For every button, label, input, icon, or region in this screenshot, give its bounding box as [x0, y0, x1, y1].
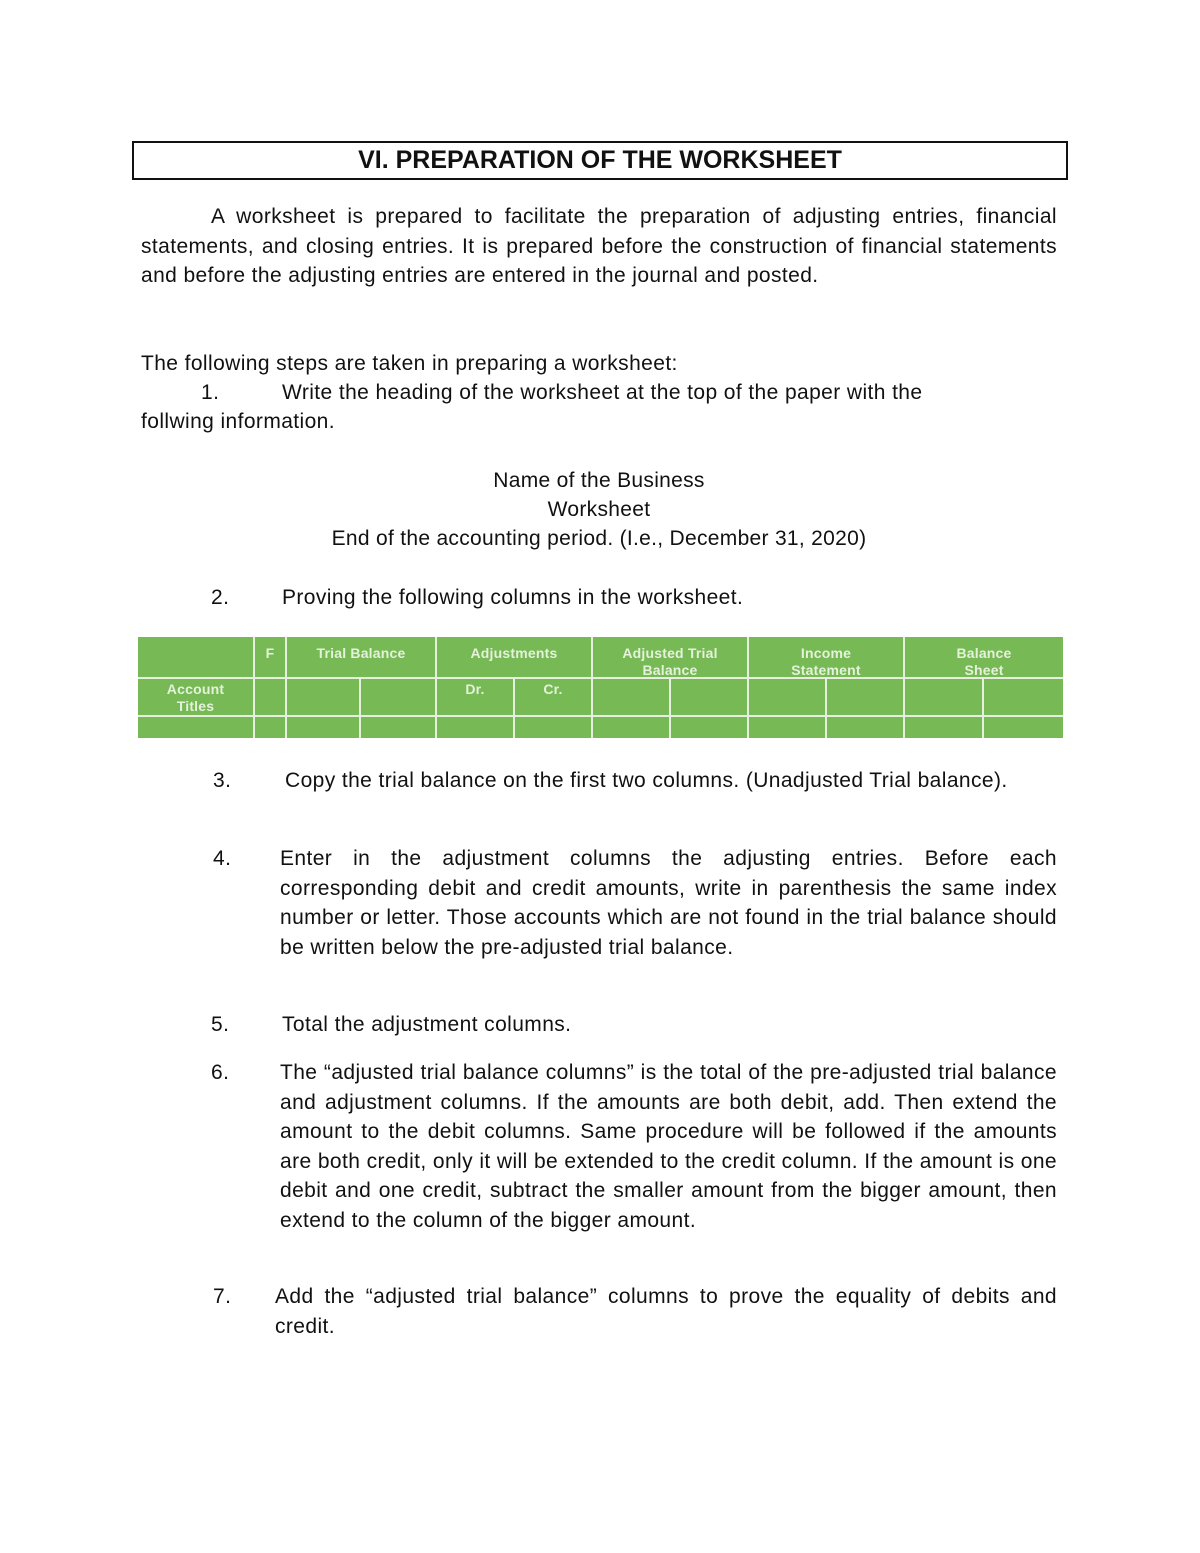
step-text: Enter in the adjustment columns the adjusting entries. Before each corresponding debit and credit amounts, write in parenthesis the same index number or letter. Those accounts which are not found in the trial balance should be written below the pre-adjusted trial balance.: [280, 847, 1057, 959]
step-1-continued: follwing information.: [141, 410, 335, 433]
step-number: 2.: [211, 586, 230, 609]
header-f: F: [265, 645, 275, 661]
worksheet-columns-table: [138, 637, 1063, 738]
header-line: Account: [166, 681, 225, 697]
header-line: Statement: [791, 662, 861, 678]
header-income-statement: [749, 645, 903, 679]
header-adjustments-cr: Cr.: [543, 681, 563, 697]
header-line: Adjusted Trial: [622, 645, 718, 661]
header-balance-sheet: [905, 645, 1063, 679]
step-number: 4.: [213, 847, 232, 870]
header-line: Sheet: [964, 662, 1004, 678]
step-number: 6.: [211, 1061, 230, 1084]
table-col-divider: [825, 677, 827, 738]
header-line: Titles: [176, 698, 215, 714]
steps-lead: The following steps are taken in preparing a worksheet:: [141, 352, 678, 375]
section-title: VI. PREPARATION OF THE WORKSHEET: [132, 141, 1068, 180]
step-text: Proving the following columns in the worksheet.: [282, 586, 744, 609]
step-text: Total the adjustment columns.: [282, 1013, 572, 1036]
step-text-first: Write the heading of the worksheet at the top of the paper with the: [282, 381, 923, 404]
header-adjusted-trial-balance: [593, 645, 747, 679]
step-number: 7.: [213, 1285, 232, 1308]
heading-line-period: End of the accounting period. (I.e., December 31, 2020): [331, 527, 867, 550]
table-row-divider: [138, 715, 1063, 717]
header-adjustments: Adjustments: [470, 645, 558, 661]
heading-line-worksheet: Worksheet: [547, 498, 651, 521]
heading-example: [141, 466, 1057, 553]
header-adjustments-dr: Dr.: [465, 681, 485, 697]
header-trial-balance: Trial Balance: [316, 645, 406, 661]
header-line: Income: [800, 645, 852, 661]
intro-paragraph: A worksheet is prepared to facilitate the preparation of adjusting entries, financial statements, and closing entries. It is prepared before the construction of financial statements and before the adjusting entries are entered in the journal and posted.: [141, 205, 1057, 287]
step-text: The “adjusted trial balance columns” is the total of the pre-adjusted trial balance and adjustment columns. If the amounts are both debit, add. Then extend the amount to the debit columns. Same procedure will be followed if the amounts are both credit, only it will be extended to the credit column. If the amount is one debit and one credit, subtract the smaller amount from the bigger amount, then extend to the column of the bigger amount.: [280, 1061, 1057, 1232]
table-col-divider: [669, 677, 671, 738]
header-account-titles: [138, 681, 253, 715]
step-text: Copy the trial balance on the first two columns. (Unadjusted Trial balance).: [285, 769, 1008, 792]
step-number: 5.: [211, 1013, 230, 1036]
heading-line-business-name: Name of the Business: [493, 469, 705, 492]
header-line: Balance: [642, 662, 698, 678]
step-number: 1.: [201, 381, 220, 404]
step-text: Add the “adjusted trial balance” columns to prove the equality of debits and credit.: [275, 1285, 1057, 1338]
header-line: Balance: [956, 645, 1012, 661]
table-col-divider: [982, 677, 984, 738]
table-col-divider: [359, 677, 361, 738]
step-number: 3.: [213, 769, 232, 792]
